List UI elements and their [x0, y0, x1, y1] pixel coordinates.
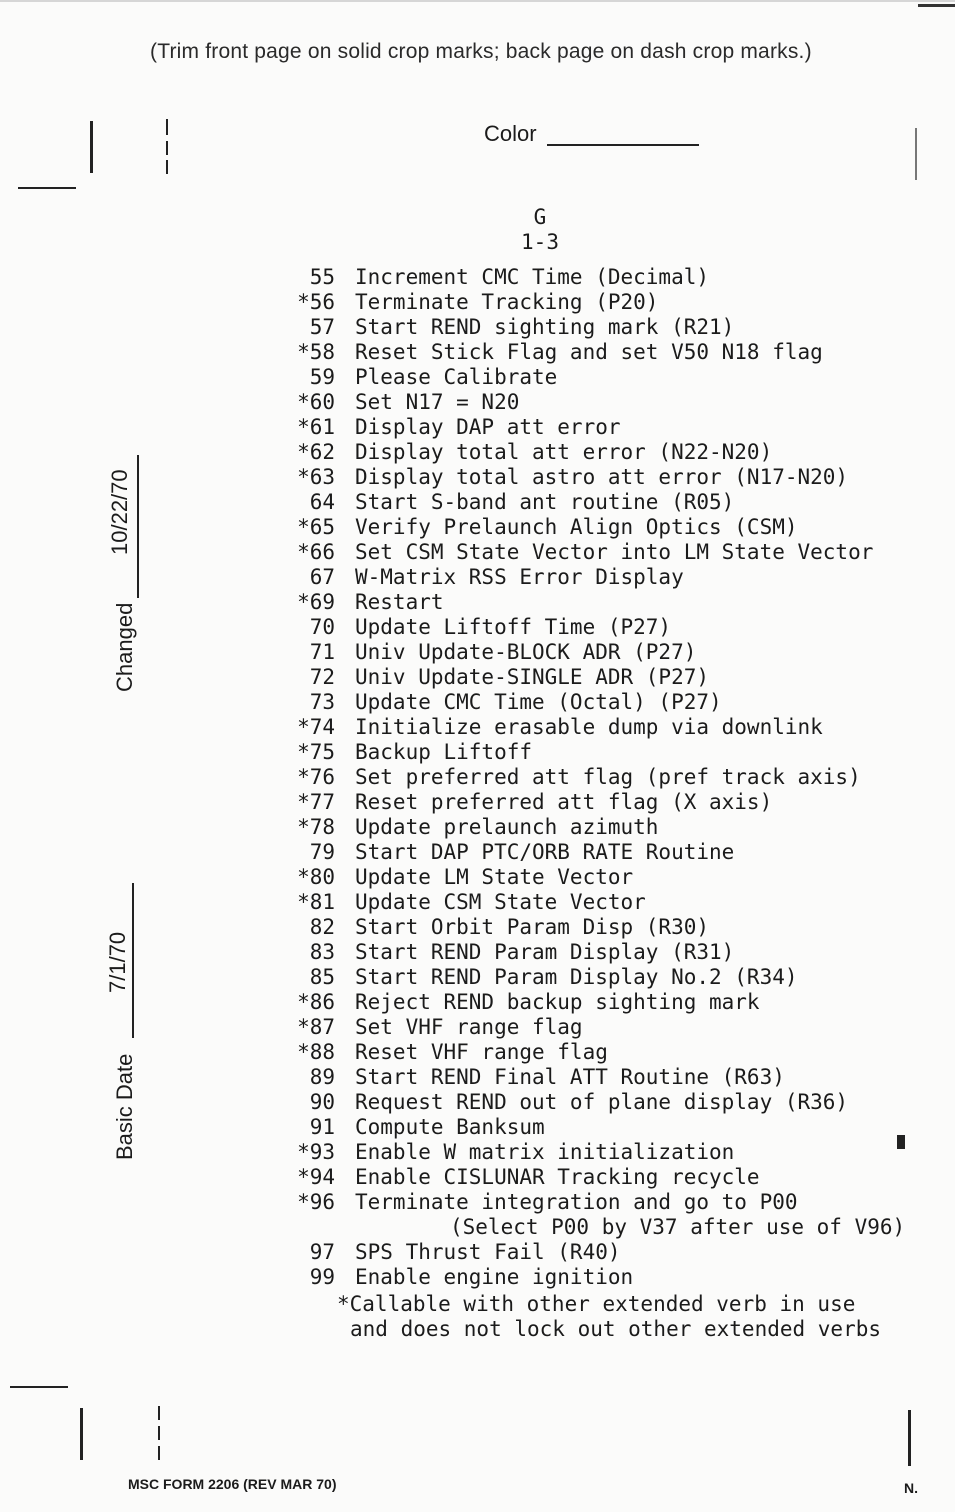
verb-description: W-Matrix RSS Error Display [355, 565, 684, 589]
verb-description: Univ Update-BLOCK ADR (P27) [355, 640, 697, 664]
crop-mark-dash-top-left-3 [166, 160, 168, 174]
verb-description: Start REND Param Display (R31) [355, 940, 735, 964]
verb-number: *60 [297, 390, 335, 414]
verb-description: Update CSM State Vector [355, 890, 646, 914]
verb-row [280, 965, 920, 990]
verb-number: 83 [309, 940, 335, 964]
verb-number: *69 [297, 590, 335, 614]
verb-row [280, 1015, 920, 1040]
top-crop-mark [918, 4, 955, 7]
verb-description: Update Liftoff Time (P27) [355, 615, 672, 639]
verb-row [280, 1190, 920, 1215]
verb-row [280, 765, 920, 790]
verb-number: *78 [297, 815, 335, 839]
page-number: 1-3 [521, 230, 559, 254]
crop-mark-dash-bottom-left-1 [158, 1406, 160, 1420]
verb-number [280, 1215, 335, 1240]
verb-number: 71 [309, 640, 335, 664]
verb-description: Start REND sighting mark (R21) [355, 315, 735, 339]
verb-number: *88 [297, 1040, 335, 1064]
verb-description: Enable engine ignition [355, 1265, 634, 1289]
verb-number: 99 [309, 1265, 335, 1289]
verb-row [280, 790, 920, 815]
basic-date-label: Basic Date [112, 1053, 137, 1160]
verb-number: *87 [297, 1015, 335, 1039]
footnote-line-1: *Callable with other extended verb in use [337, 1292, 856, 1316]
verb-number: 67 [309, 565, 335, 589]
verb-description: Terminate Tracking (P20) [355, 290, 659, 314]
verb-description: Reject REND backup sighting mark [355, 990, 760, 1014]
verb-row [280, 1040, 920, 1065]
verb-row [280, 940, 920, 965]
verb-number: *56 [297, 290, 335, 314]
verb-row [280, 1115, 920, 1140]
verb-row [280, 490, 920, 515]
verb-description: Update prelaunch azimuth [355, 815, 659, 839]
changed-date-line [137, 455, 139, 598]
verb-number: *58 [297, 340, 335, 364]
verb-number: 97 [309, 1240, 335, 1264]
verb-number: 89 [309, 1065, 335, 1089]
color-fill-line [547, 144, 699, 146]
verb-description: SPS Thrust Fail (R40) [355, 1240, 621, 1264]
verb-row [280, 865, 920, 890]
crop-mark-horizontal-top-left [18, 187, 76, 189]
crop-mark-dash-bottom-left-3 [158, 1446, 160, 1460]
changed-date: 10/22/70 [107, 469, 132, 555]
verb-description: Enable CISLUNAR Tracking recycle [355, 1165, 760, 1189]
verb-description: Update CMC Time (Octal) (P27) [355, 690, 722, 714]
verb-description: Display DAP att error [355, 415, 621, 439]
verb-row [280, 1265, 920, 1290]
verb-description: Set preferred att flag (pref track axis) [355, 765, 861, 789]
crop-mark-solid-bottom-right [908, 1410, 911, 1466]
verb-description: Start DAP PTC/ORB RATE Routine [355, 840, 735, 864]
verb-number: *94 [297, 1165, 335, 1189]
extended-verb-list [280, 265, 920, 1290]
verb-row [280, 640, 920, 665]
verb-number: 82 [309, 915, 335, 939]
verb-number: *77 [297, 790, 335, 814]
verb-description: Start S-band ant routine (R05) [355, 490, 735, 514]
footnote-line-2: and does not lock out other extended verbs [350, 1317, 882, 1341]
verb-number: *76 [297, 765, 335, 789]
verb-description: Start Orbit Param Disp (R30) [355, 915, 710, 939]
verb-number: 91 [309, 1115, 335, 1139]
verb-number: *61 [297, 415, 335, 439]
verb-description: Verify Prelaunch Align Optics (CSM) [355, 515, 798, 539]
form-number: MSC FORM 2206 (REV MAR 70) [128, 1476, 337, 1492]
verb-row [280, 1165, 920, 1190]
footnote [337, 1292, 881, 1342]
verb-number: 72 [309, 665, 335, 689]
basic-date-line [132, 883, 134, 1038]
verb-description: Univ Update-SINGLE ADR (P27) [355, 665, 710, 689]
verb-description: Increment CMC Time (Decimal) [355, 265, 710, 289]
verb-description: Initialize erasable dump via downlink [355, 715, 823, 739]
verb-row [280, 290, 920, 315]
verb-description: Reset Stick Flag and set V50 N18 flag [355, 340, 823, 364]
verb-row [280, 265, 920, 290]
verb-description: Please Calibrate [355, 365, 558, 389]
verb-row [280, 1140, 920, 1165]
verb-row [280, 415, 920, 440]
crop-mark-top-right [915, 128, 917, 180]
verb-number: 79 [309, 840, 335, 864]
verb-number: *86 [297, 990, 335, 1014]
verb-row [280, 715, 920, 740]
verb-description: Terminate integration and go to P00 [355, 1190, 798, 1214]
verb-number: 73 [309, 690, 335, 714]
verb-row [280, 565, 920, 590]
crop-mark-horizontal-bottom-left [10, 1386, 68, 1388]
verb-number: 85 [309, 965, 335, 989]
verb-row [280, 665, 920, 690]
verb-description: Backup Liftoff [355, 740, 533, 764]
verb-description: Start REND Param Display No.2 (R34) [355, 965, 798, 989]
trim-instructions: (Trim front page on solid crop marks; back page on dash crop marks.) [150, 40, 812, 63]
crop-mark-solid-bottom-left [80, 1408, 83, 1460]
verb-row [280, 615, 920, 640]
top-edge-line [0, 0, 955, 2]
verb-row [280, 340, 920, 365]
verb-row [280, 690, 920, 715]
verb-description: Restart [355, 590, 444, 614]
basic-date: 7/1/70 [105, 931, 130, 993]
verb-description: (Select P00 by V37 after use of V96) [450, 1215, 906, 1239]
verb-number: 70 [309, 615, 335, 639]
verb-row [280, 890, 920, 915]
verb-description: Display total att error (N22-N20) [355, 440, 773, 464]
corner-mark: N. [904, 1480, 918, 1496]
verb-row [280, 365, 920, 390]
verb-number: *66 [297, 540, 335, 564]
verb-number: *81 [297, 890, 335, 914]
verb-number: 55 [309, 265, 335, 289]
verb-description: Compute Banksum [355, 1115, 545, 1139]
verb-row [280, 990, 920, 1015]
crop-mark-dash-top-left-1 [166, 119, 168, 135]
verb-number: *75 [297, 740, 335, 764]
verb-number: *65 [297, 515, 335, 539]
verb-row [280, 540, 920, 565]
verb-description: Reset preferred att flag (X axis) [355, 790, 773, 814]
verb-row [280, 315, 920, 340]
verb-row [280, 1090, 920, 1115]
ink-mark [897, 1135, 905, 1149]
verb-description: Enable W matrix initialization [355, 1140, 735, 1164]
verb-row [280, 515, 920, 540]
verb-row [280, 1215, 920, 1240]
verb-number: *74 [297, 715, 335, 739]
verb-description: Set VHF range flag [355, 1015, 583, 1039]
verb-row [280, 465, 920, 490]
verb-description: Update LM State Vector [355, 865, 634, 889]
verb-row [280, 390, 920, 415]
verb-number: *63 [297, 465, 335, 489]
verb-number: *80 [297, 865, 335, 889]
verb-number: 59 [309, 365, 335, 389]
verb-description: Reset VHF range flag [355, 1040, 608, 1064]
verb-number: *93 [297, 1140, 335, 1164]
verb-row [280, 815, 920, 840]
verb-description: Start REND Final ATT Routine (R63) [355, 1065, 785, 1089]
verb-row [280, 915, 920, 940]
verb-number: *62 [297, 440, 335, 464]
color-label: Color [484, 121, 537, 146]
verb-number: 57 [309, 315, 335, 339]
verb-row [280, 840, 920, 865]
verb-description: Display total astro att error (N17-N20) [355, 465, 849, 489]
verb-row [280, 440, 920, 465]
verb-number: 90 [309, 1090, 335, 1114]
verb-description: Request REND out of plane display (R36) [355, 1090, 849, 1114]
crop-mark-dash-top-left-2 [166, 141, 168, 155]
verb-row [280, 740, 920, 765]
crop-mark-solid-top-left [90, 121, 93, 173]
crop-mark-dash-bottom-left-2 [158, 1426, 160, 1440]
changed-label: Changed [112, 602, 137, 692]
verb-number: *96 [297, 1190, 335, 1214]
verb-row [280, 1240, 920, 1265]
verb-row [280, 1065, 920, 1090]
verb-description: Set CSM State Vector into LM State Vector [355, 540, 874, 564]
verb-row [280, 590, 920, 615]
section-letter: G [533, 205, 547, 229]
verb-description: Set N17 = N20 [355, 390, 520, 414]
verb-number: 64 [309, 490, 335, 514]
